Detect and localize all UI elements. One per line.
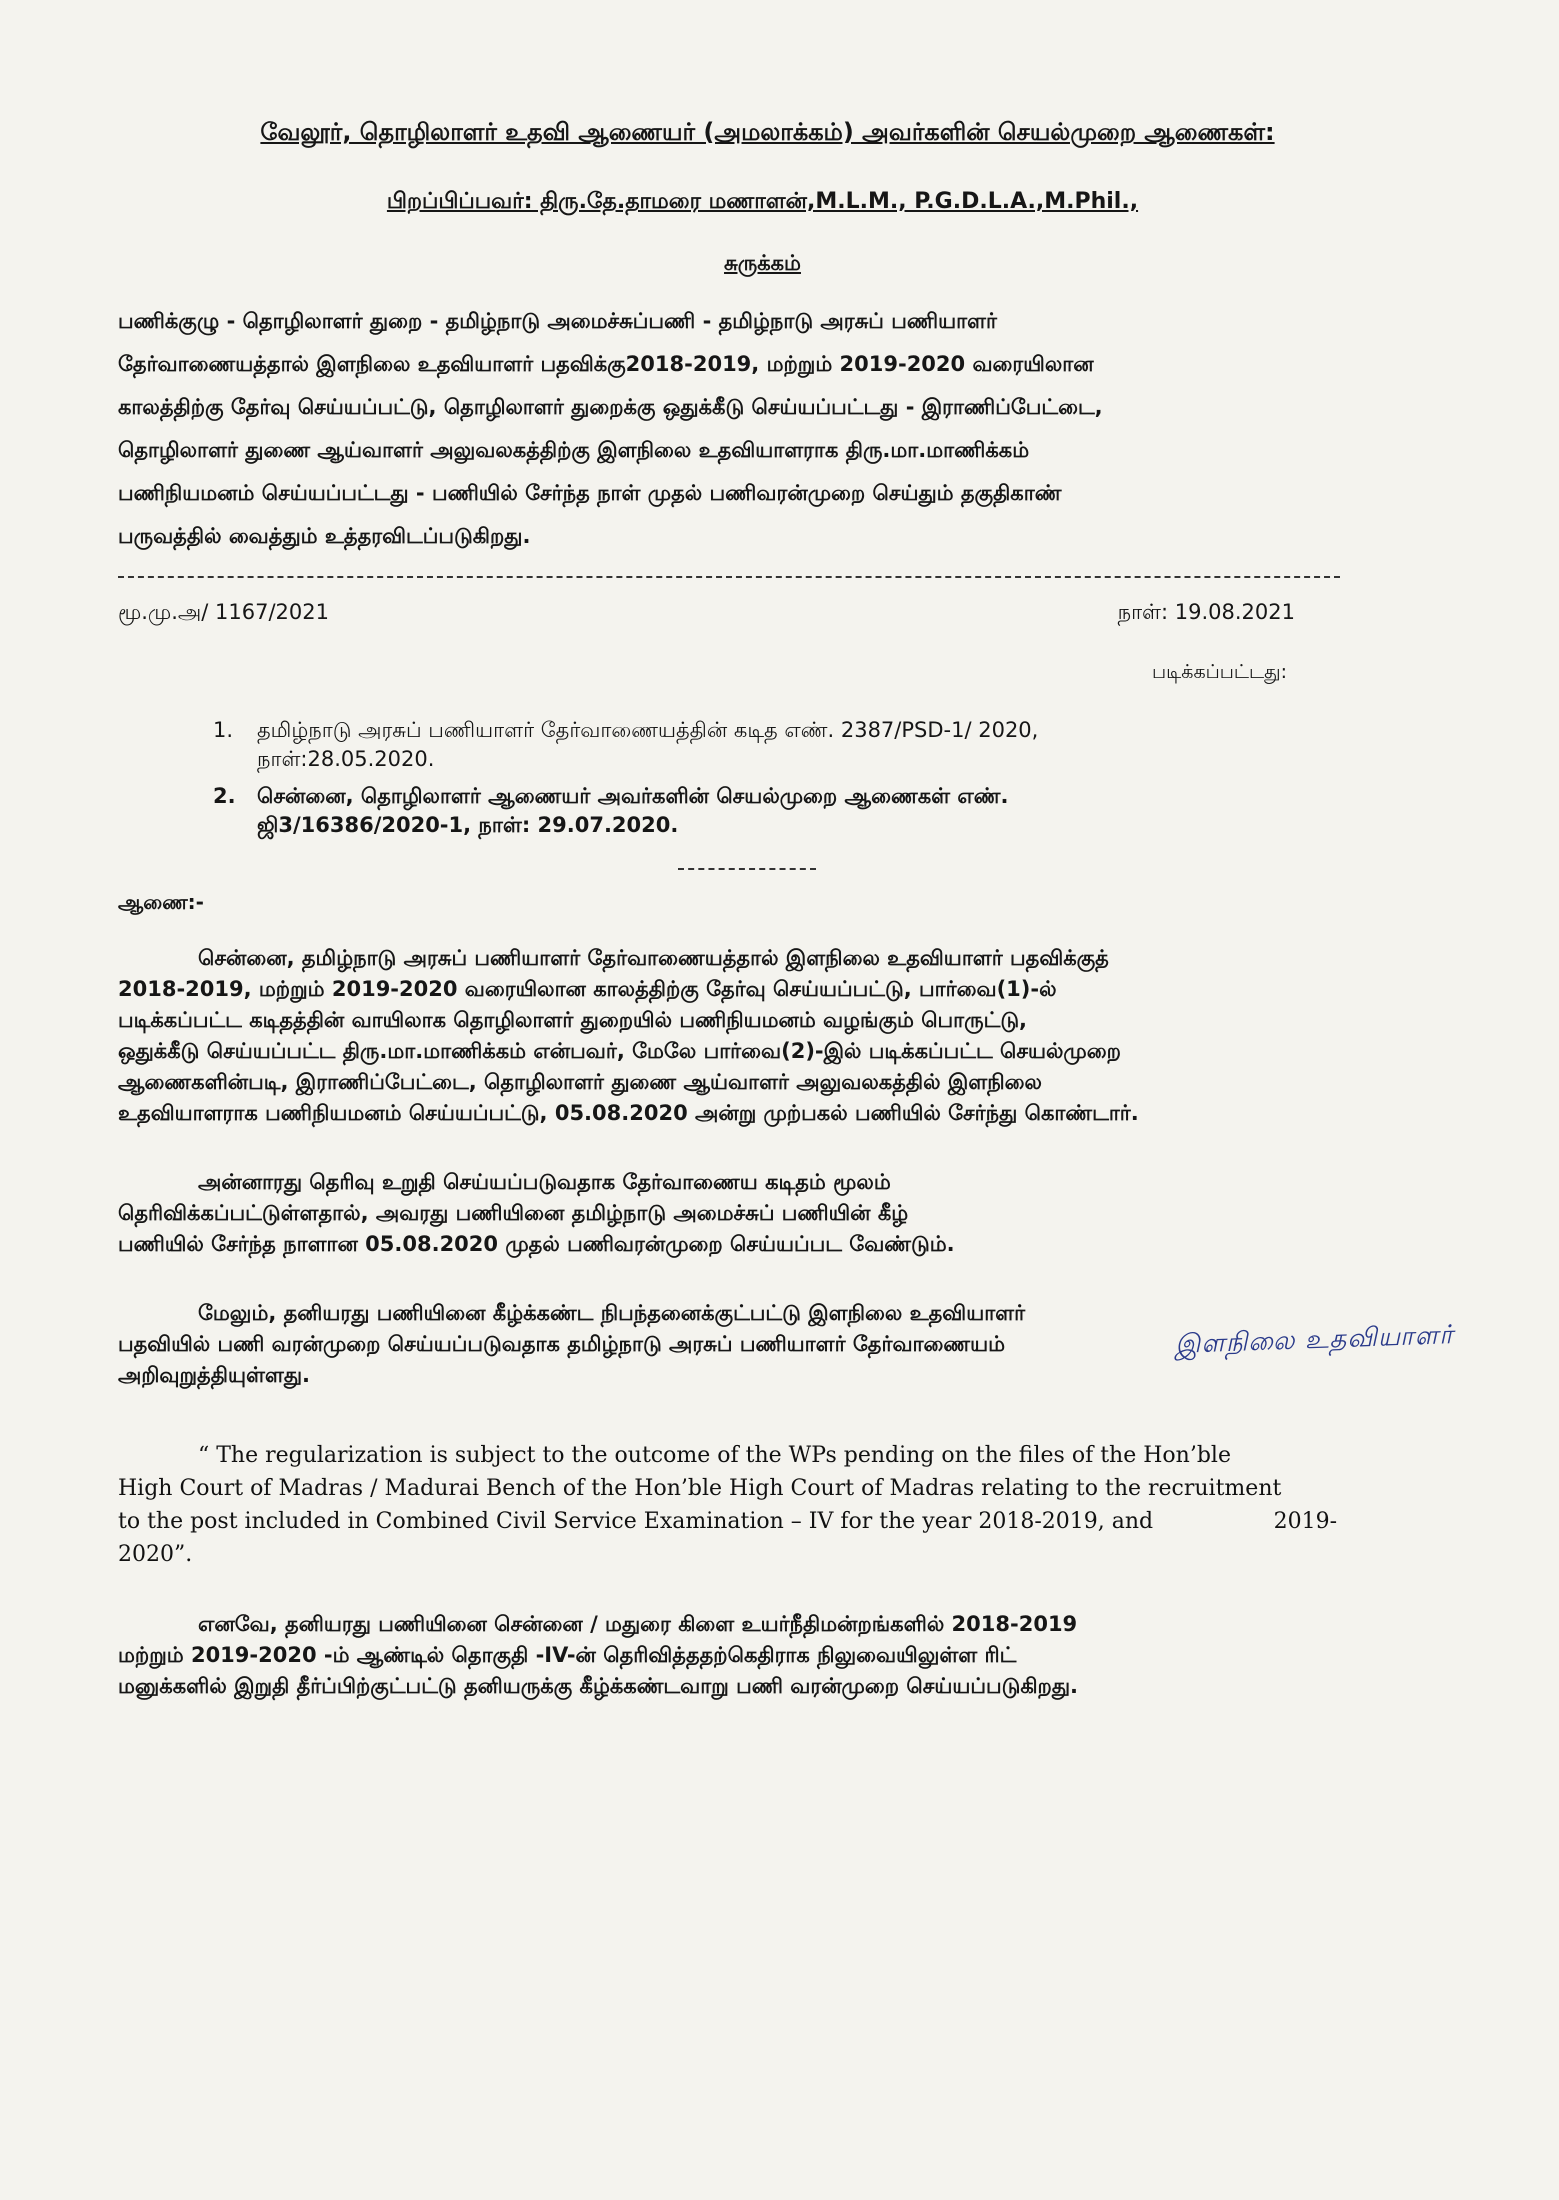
paragraph-line: உதவியாளராக பணிநியமனம் செய்யப்பட்டு, 05.08.2020 அன்று முற்பகல் பணியில் சேர்ந்து கொண்டார். <box>118 1101 1139 1125</box>
order-label: ஆணை:- <box>118 890 204 914</box>
handwritten-annotation: இளநிலை உதவியாளர் <box>1174 1320 1455 1360</box>
read-label: படிக்கப்பட்டது: <box>1152 661 1287 683</box>
paragraph-line: மற்றும் 2019-2020 -ம் ஆண்டில் தொகுதி -IV-ன் தெரிவித்ததற்கெதிராக நிலுவையிலுள்ள ரிட் <box>118 1643 1017 1667</box>
summary-label: சுருக்கம் <box>724 251 801 275</box>
quote-line: “ The regularization is subject to the outcome of the WPs pending on the files of the Hon’ble <box>198 1443 1231 1468</box>
quote-line-split <box>118 1505 1337 1538</box>
quote-line: High Court of Madras / Madurai Bench of the Hon’ble High Court of Madras relating to the recruitment <box>118 1476 1282 1501</box>
paragraph-line: எனவே, தனியரது பணியினை சென்னை / மதுரை கிளை உயர்நீதிமன்றங்களில் 2018-2019 <box>198 1612 1078 1636</box>
reference-item-text: தமிழ்நாடு அரசுப் பணியாளர் தேர்வாணையத்தின் கடித எண். 2387/PSD-1/ 2020, <box>257 718 1039 742</box>
document-title: வேலூர், தொழிலாளர் உதவி ஆணையர் (அமலாக்கம்) அவர்களின் செயல்முறை ஆணைகள்: <box>260 118 1275 146</box>
paragraph-line: பணியில் சேர்ந்த நாளான 05.08.2020 முதல் பணிவரன்முறை செய்யப்பட வேண்டும். <box>118 1232 955 1256</box>
reference-line <box>118 600 1337 627</box>
summary-line: தேர்வாணையத்தால் இளநிலை உதவியாளர் பதவிக்கு2018-2019, மற்றும் 2019-2020 வரையிலான <box>118 352 1094 376</box>
reference-item-text: நாள்:28.05.2020. <box>257 747 435 771</box>
summary-text <box>118 300 1337 558</box>
summary-line: பணிநியமனம் செய்யப்பட்டது - பணியில் சேர்ந்த நாள் முதல் பணிவரன்முறை செய்தும் தகுதிகாண் <box>118 481 1062 505</box>
summary-line: தொழிலாளர் துணை ஆய்வாளர் அலுவலகத்திற்கு இளநிலை உதவியாளராக திரு.மா.மாணிக்கம் <box>118 438 1030 462</box>
reference-item-number: 1. <box>213 718 234 742</box>
paragraph-line: படிக்கப்பட்ட கடிதத்தின் வாயிலாக தொழிலாளர் துறையில் பணிநியமனம் வழங்கும் பொருட்டு, <box>118 1008 1028 1032</box>
quote-line: 2020”. <box>118 1542 193 1567</box>
paragraph-line: 2018-2019, மற்றும் 2019-2020 வரையிலான காலத்திற்கு தேர்வு செய்யப்பட்டு, பார்வை(1)-ல் <box>118 977 1057 1001</box>
order-paragraph-3 <box>118 1298 1337 1391</box>
summary-line: பருவத்தில் வைத்தும் உத்தரவிடப்படுகிறது. <box>118 524 531 548</box>
dashed-divider <box>118 576 1340 578</box>
order-paragraph-4 <box>118 1609 1337 1702</box>
quote-line: to the post included in Combined Civil Service Examination – IV for the year 2018-2019, and <box>118 1509 1154 1534</box>
paragraph-line: மேலும், தனியரது பணியினை கீழ்க்கண்ட நிபந்தனைக்குட்பட்டு இளநிலை உதவியாளர் <box>198 1301 1026 1325</box>
paragraph-line: ஒதுக்கீடு செய்யப்பட்ட திரு.மா.மாணிக்கம் என்பவர், மேலே பார்வை(2)-இல் படிக்கப்பட்ட செயல்முறை <box>118 1039 1121 1063</box>
reference-item <box>213 782 1337 840</box>
reference-date: நாள்: 19.08.2021 <box>1117 600 1295 624</box>
order-paragraph-1 <box>118 943 1337 1129</box>
summary-line: பணிக்குழு - தொழிலாளர் துறை - தமிழ்நாடு அமைச்சுப்பணி - தமிழ்நாடு அரசுப் பணியாளர் <box>118 309 997 333</box>
paragraph-line: பதவியில் பணி வரன்முறை செய்யப்படுவதாக தமிழ்நாடு அரசுப் பணியாளர் தேர்வாணையம் <box>118 1332 1006 1356</box>
references-list <box>213 716 1337 840</box>
order-paragraph-2 <box>118 1167 1337 1260</box>
court-condition-quote <box>118 1439 1337 1571</box>
short-divider <box>678 868 816 870</box>
paragraph-line: மனுக்களில் இறுதி தீர்ப்பிற்குட்பட்டு தனியருக்கு கீழ்க்கண்டவாறு பணி வரன்முறை செய்யப்படுகிறது. <box>118 1674 1079 1698</box>
paragraph-line: சென்னை, தமிழ்நாடு அரசுப் பணியாளர் தேர்வாணையத்தால் இளநிலை உதவியாளர் பதவிக்குத் <box>198 946 1109 970</box>
paragraph-line: அறிவுறுத்தியுள்ளது. <box>118 1363 311 1387</box>
paragraph-line: தெரிவிக்கப்பட்டுள்ளதால், அவரது பணியினை தமிழ்நாடு அமைச்சுப் பணியின் கீழ் <box>118 1201 909 1225</box>
reference-item <box>213 716 1337 774</box>
quote-line: 2019- <box>1273 1509 1337 1534</box>
issuer-line: பிறப்பிப்பவர்: திரு.தே.தாமரை மணாளன்,M.L.M., P.G.D.L.A.,M.Phil., <box>386 189 1139 214</box>
reference-item-number: 2. <box>213 784 236 808</box>
reference-item-text: ஜி3/16386/2020-1, நாள்: 29.07.2020. <box>257 813 679 837</box>
summary-line: காலத்திற்கு தேர்வு செய்யப்பட்டு, தொழிலாளர் துறைக்கு ஒதுக்கீடு செய்யப்பட்டது - இராணிப்பேட்டை, <box>118 395 1103 419</box>
paragraph-line: அன்னாரது தெரிவு உறுதி செய்யப்படுவதாக தேர்வாணைய கடிதம் மூலம் <box>198 1170 891 1194</box>
reference-item-text: சென்னை, தொழிலாளர் ஆணையர் அவர்களின் செயல்முறை ஆணைகள் எண். <box>257 784 1009 808</box>
reference-number: மூ.மு.அ/ 1167/2021 <box>118 600 329 624</box>
paragraph-line: ஆணைகளின்படி, இராணிப்பேட்டை, தொழிலாளர் துணை ஆய்வாளர் அலுவலகத்தில் இளநிலை <box>118 1070 1042 1094</box>
